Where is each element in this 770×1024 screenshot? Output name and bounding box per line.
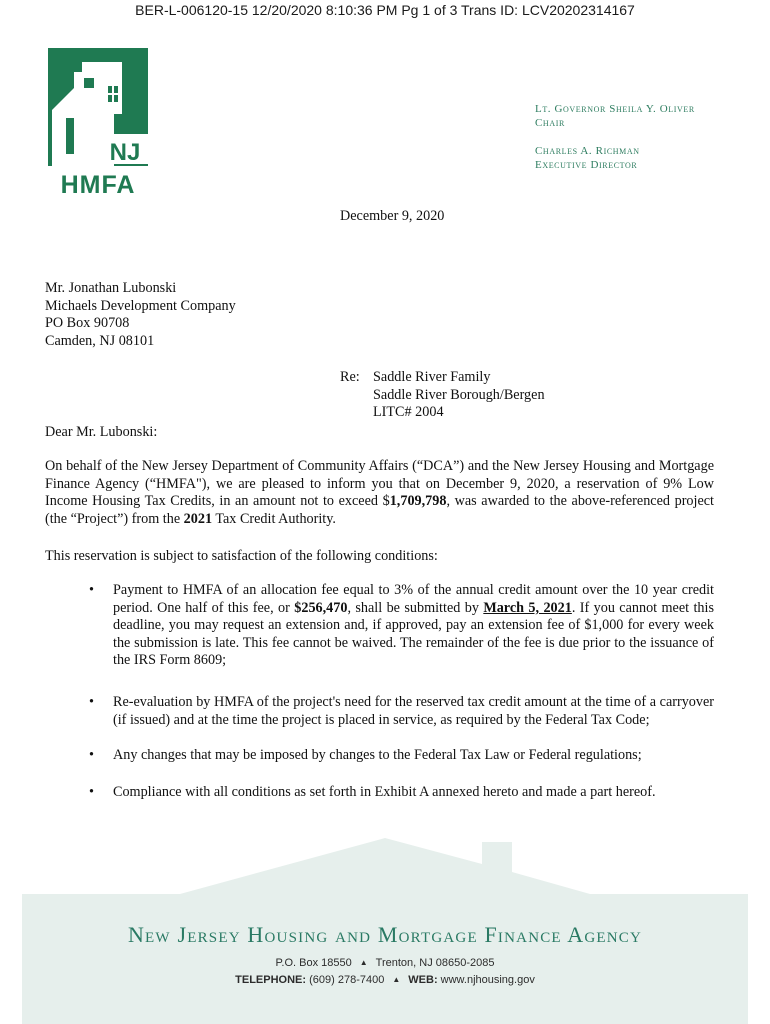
intro-paragraph: On behalf of the New Jersey Department of Community Affairs (“DCA”) and the New Jersey Housing and Mortgage Finance Agency (“HMFA"), we are pleased to inform you that on December 9, 2020, a reservation of 9% Low Income Housing Tax Credits, in an amount not to exceed $1,709,798, was awarded to the above-referenced project (the “Project”) from the 2021 Tax Credit Authority. [45, 458, 714, 527]
condition-item: • Payment to HMFA of an allocation fee equal to 3% of the annual credit amount over the 10 year credit period. One half of this fee, or $256,470, shall be submitted by March 5, 2021. If you cannot meet this deadline, you may request an extension and, if approved, pay an extension fee of $1,000 for every week the submission is late. This fee cannot be waived. The remainder of the fee is due prior to the issuance of the IRS Form 8609; [89, 582, 714, 669]
authority-year: 2021 [183, 510, 213, 527]
bullet: • [89, 693, 94, 710]
bullet: • [89, 783, 94, 800]
footer-po-box: P.O. Box 18550 [275, 957, 352, 969]
web-link[interactable]: www.njhousing.gov [440, 974, 535, 986]
recipient-address [45, 280, 236, 350]
footer-city: Trenton, NJ 08650-2085 [375, 957, 495, 969]
director-name: Charles A. Richman [535, 145, 640, 157]
fee-deadline: March 5, 2021 [483, 599, 572, 616]
conditions-list [45, 582, 714, 801]
chair-title: Chair [535, 117, 565, 129]
re-line: LITC# 2004 [373, 404, 444, 420]
condition-item: • Re-evaluation by HMFA of the project's need for the reserved tax credit amount at the time of a carryover (if issued) and at the time the project is placed in service, as required by the Federal Tax Code; [89, 693, 714, 728]
logo-hmfa: HMFA [60, 171, 136, 196]
hmfa-logo [48, 48, 148, 196]
re-block [373, 369, 545, 422]
fee-amount: $256,470 [294, 599, 348, 616]
address-line: Mr. Jonathan Lubonski [45, 280, 177, 296]
condition-item: • Any changes that may be imposed by changes to the Federal Tax Law or Federal regulations; [89, 747, 642, 764]
separator-icon: ▲ [359, 958, 368, 967]
web-label: WEB: [408, 974, 438, 986]
letter-date: December 9, 2020 [340, 208, 445, 224]
telephone-label: TELEPHONE: [235, 974, 307, 986]
salutation: Dear Mr. Lubonski: [45, 424, 158, 440]
agency-name: New Jersey Housing and Mortgage Finance Agency [127, 922, 643, 947]
chair-name: Lt. Governor Sheila Y. Oliver [535, 103, 695, 115]
separator-icon: ▲ [392, 975, 401, 984]
re-line: Saddle River Family [373, 369, 491, 385]
re-label: Re: [340, 369, 360, 385]
condition-item: • Compliance with all conditions as set forth in Exhibit A annexed hereto and made a part hereof. [89, 783, 656, 800]
credit-amount: 1,709,798 [389, 493, 447, 510]
re-line: Saddle River Borough/Bergen [373, 386, 545, 403]
conditions-intro: This reservation is subject to satisfaction of the following conditions: [45, 548, 438, 564]
address-line: PO Box 90708 [45, 315, 130, 331]
bullet: • [89, 582, 94, 598]
bullet: • [89, 747, 94, 764]
footer-address [0, 957, 770, 969]
address-line: Camden, NJ 08101 [45, 332, 155, 349]
address-line: Michaels Development Company [45, 297, 236, 314]
director-title: Executive Director [535, 159, 638, 171]
footer-contact [0, 974, 770, 986]
fax-header: BER-L-006120-15 12/20/2020 8:10:36 PM Pg 1 of 3 Trans ID: LCV20202314167 [135, 2, 635, 18]
logo-nj: NJ [109, 139, 141, 166]
officers-block [535, 102, 695, 172]
telephone-number: (609) 278-7400 [309, 974, 385, 986]
